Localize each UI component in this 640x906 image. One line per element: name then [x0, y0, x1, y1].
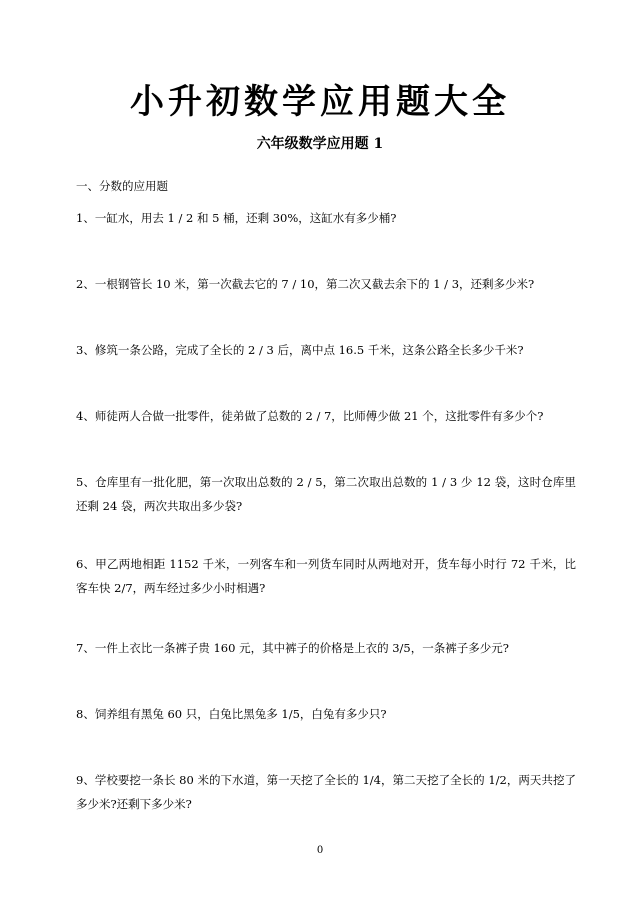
question-6: 6、甲乙两地相距 1152 千米，一列客车和一列货车同时从两地对开，货车每小时行 72 千米，比客车快 2/7，两车经过多少小时相遇?	[76, 557, 576, 595]
question-2: 2、一根钢管长 10 米，第一次截去它的 7 / 10，第二次又截去余下的 1 / 3，还剩多少米?	[76, 277, 535, 291]
page-title: 小升初数学应用题大全	[130, 82, 510, 122]
question-1: 1、一缸水，用去 1 / 2 和 5 桶，还剩 30%，这缸水有多少桶?	[76, 211, 397, 225]
page-subtitle: 六年级数学应用题 1	[256, 136, 384, 152]
question-8: 8、饲养组有黑兔 60 只，白兔比黑兔多 1/5，白兔有多少只?	[76, 707, 387, 721]
question-9: 9、学校要挖一条长 80 米的下水道，第一天挖了全长的 1/4，第二天挖了全长的 1/2，两天共挖了多少米?还剩下多少米?	[76, 773, 576, 811]
section-heading: 一、分数的应用题	[76, 179, 168, 193]
question-4: 4、师徒两人合做一批零件，徒弟做了总数的 2 / 7，比师傅少做 21 个，这批零件有多少个?	[76, 409, 544, 423]
question-7: 7、一件上衣比一条裤子贵 160 元，其中裤子的价格是上衣的 3/5，一条裤子多少元?	[76, 641, 509, 655]
question-5: 5、仓库里有一批化肥，第一次取出总数的 2 / 5，第二次取出总数的 1 / 3 少 12 袋，这时仓库里还剩 24 袋，两次共取出多少袋?	[76, 475, 576, 513]
page-number: 0	[316, 845, 324, 856]
question-3: 3、修筑一条公路，完成了全长的 2 / 3 后，离中点 16.5 千米，这条公路全长多少千米?	[76, 343, 524, 357]
